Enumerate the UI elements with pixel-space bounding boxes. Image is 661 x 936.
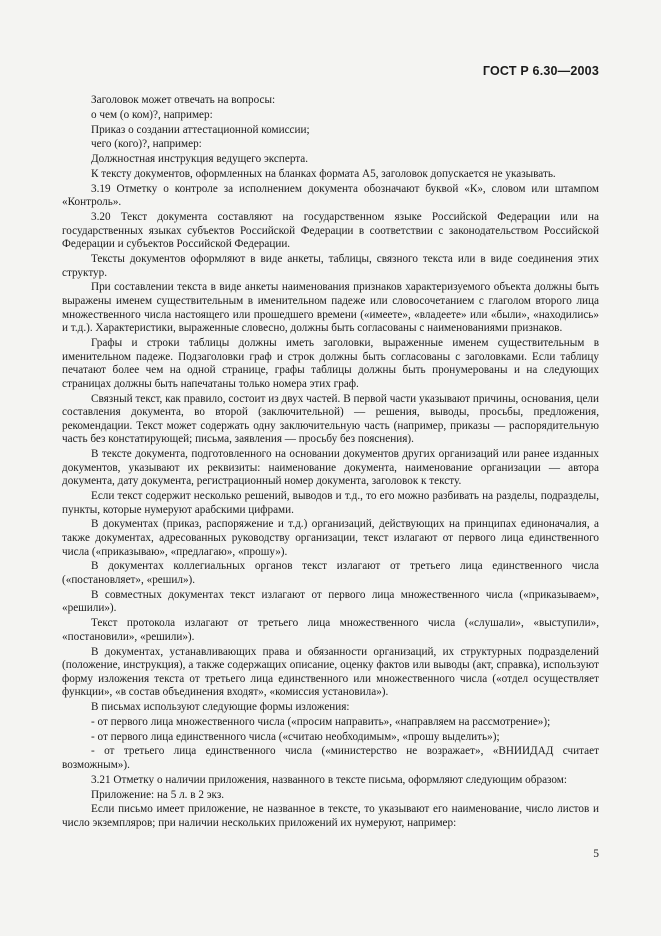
paragraph: В документах коллегиальных органов текст излагают от третьего лица единственного числа («постановляет», «решил»). — [62, 560, 599, 586]
paragraph: 3.19 Отметку о контроле за исполнением документа обозначают буквой «К», словом или штампом «Контроль». — [62, 182, 599, 209]
paragraph: Заголовок может отвечать на вопросы: — [91, 94, 276, 106]
paragraph: В документах (приказ, распоряжение и т.д.) организаций, действующих на принципах единоначалия, а также документах, адресованных руководству организации, текст излагают от первого лица единственного числа («приказываю», «предлагаю», «прошу»). — [62, 518, 599, 558]
paragraph: Если текст содержит несколько решений, выводов и т.д., то его можно разбивать на разделы, подразделы, пункты, которые нумеруют арабскими цифрами. — [62, 490, 599, 516]
document-code-header: ГОСТ Р 6.30—2003 — [482, 64, 599, 78]
paragraph: о чем (о ком)?, например: — [91, 108, 213, 121]
paragraph: Тексты документов оформляют в виде анкеты, таблицы, связного текста или в виде соединения этих структур. — [62, 253, 599, 279]
paragraph: Приложение: на 5 л. в 2 экз. — [91, 788, 225, 801]
paragraph: При составлении текста в виде анкеты наименования признаков характеризуемого объекта должны быть выражены именем существительным в именительном падеже или словосочетанием с глаголом второго лица множественного числа настоящего или прошедшего времени («имеете», «владеете» или «были», «находились» и т.д.). Характеристики, выраженные словесно, должны быть согласованы с наименованиями признаков. — [62, 281, 599, 335]
page-number: 5 — [593, 848, 599, 860]
paragraph: Текст протокола излагают от третьего лица множественного числа («слушали», «выступили», «постановили», «решили»). — [62, 617, 599, 643]
paragraph: В письмах используют следующие формы изложения: — [91, 701, 350, 714]
paragraph: - от первого лица множественного числа («просим направить», «направляем на рассмотрение»); — [91, 715, 551, 728]
paragraph: чего (кого)?, например: — [91, 138, 202, 151]
paragraph: 3.20 Текст документа составляют на государственном языке Российской Федерации или на государственных языках субъектов Российской Федерации в соответствии с законодательством Российской Федерации и субъектов Российской Федерации. — [62, 211, 599, 251]
paragraph: В документах, устанавливающих права и обязанности организаций, их структурных подразделений (положение, инструкция), а также содержащих описание, оценку фактов или выводы (акт, справка), используют форму изложения текста от третьего лица единственного или множественного числа («отдел осуществляет функции», «в состав объединения входят», «комиссия установила»). — [62, 645, 599, 699]
paragraph: Графы и строки таблицы должны иметь заголовки, выраженные именем существительным в именительном падеже. Подзаголовки граф и строк должны быть согласованы с заголовками. Если таблицу печатают более чем на одной странице, графы таблицы должны быть пронумерованы и на следующих страницах должны быть напечатаны только номера этих граф. — [62, 336, 599, 390]
paragraph: Должностная инструкция ведущего эксперта. — [91, 153, 309, 166]
document-body — [62, 94, 599, 831]
paragraph: Если письмо имеет приложение, не названное в тексте, то указывают его наименование, число листов и число экземпляров; при наличии нескольких приложений их нумеруют, например: — [62, 803, 599, 829]
paragraph: В тексте документа, подготовленного на основании документов других организаций или ранее изданных документов, указывают их реквизиты: наименование документа, наименование организации — автора документа, дату документа, регистрационный номер документа, заголовок к тексту. — [62, 448, 599, 488]
paragraph: Приказ о создании аттестационной комиссии; — [91, 123, 310, 136]
paragraph: К тексту документов, оформленных на бланках формата А5, заголовок допускается не указывать. — [91, 167, 556, 180]
paragraph: - от первого лица единственного числа («считаю необходимым», «прошу выделить»); — [91, 730, 500, 743]
paragraph: 3.21 Отметку о наличии приложения, названного в тексте письма, оформляют следующим образом: — [91, 773, 567, 786]
paragraph: - от третьего лица единственного числа («министерство не возражает», «ВНИИДАД считает возможным»). — [62, 745, 599, 772]
paragraph: Связный текст, как правило, состоит из двух частей. В первой части указывают причины, основания, цели составления документа, во второй (заключительной) — решения, выводы, просьбы, предложения, рекомендации. Текст может содержать одну заключительную часть (например, приказы — распорядительную часть без констатирующей; письма, заявления — просьбу без пояснения). — [62, 392, 599, 446]
paragraph: В совместных документах текст излагают от первого лица множественного числа («приказываем», «решили»). — [62, 588, 599, 615]
